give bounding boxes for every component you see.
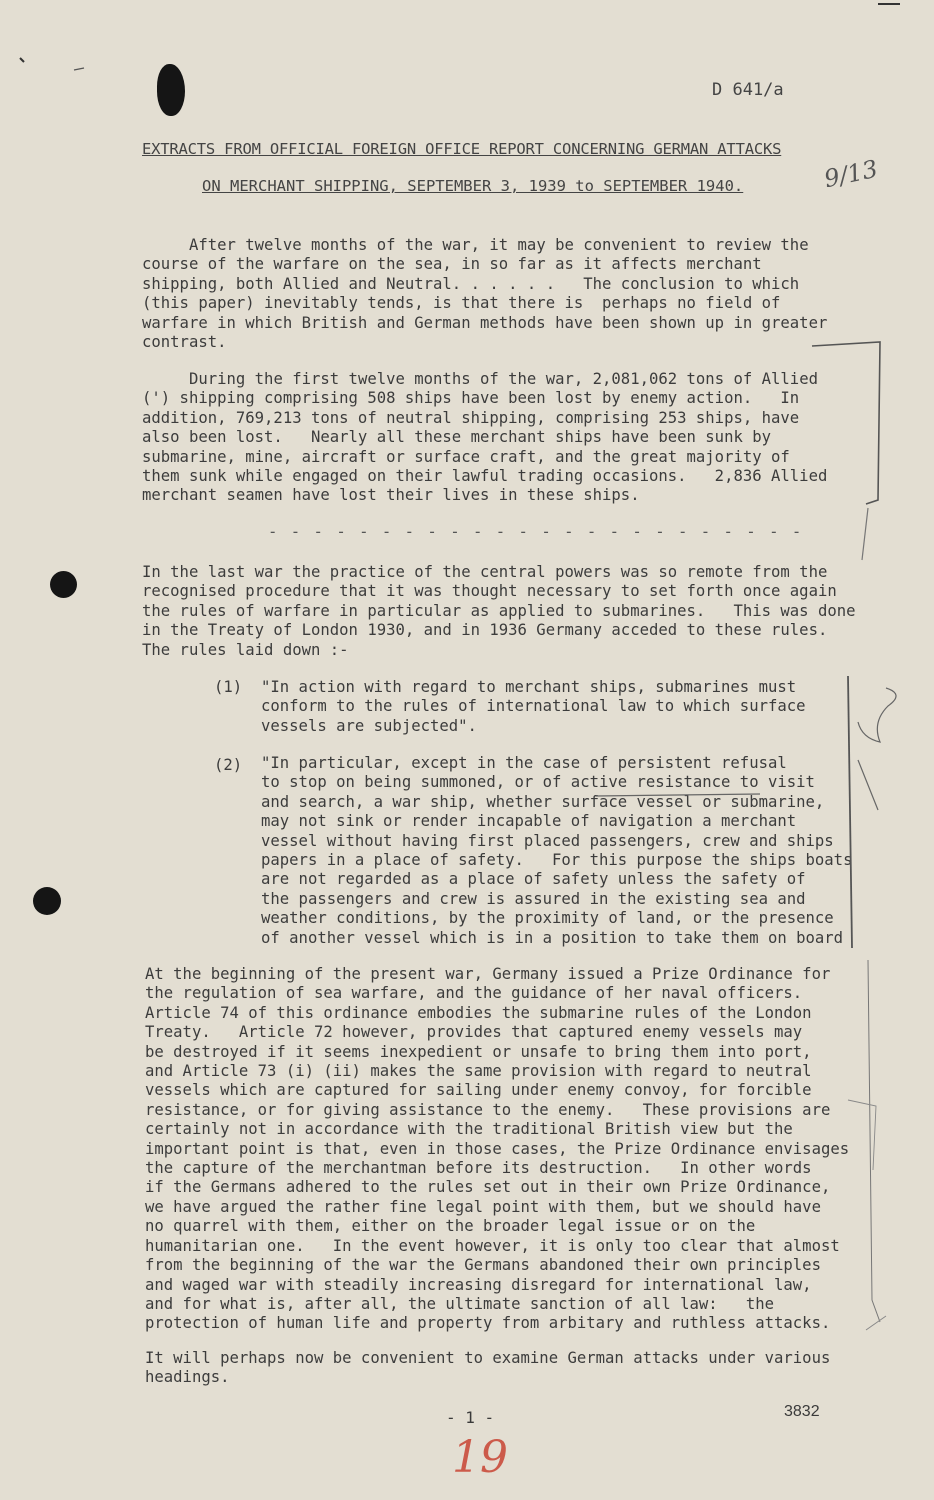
paragraph-5: It will perhaps now be convenient to examine German attacks under various headings.: [145, 1349, 831, 1387]
page-number: - 1 -: [446, 1408, 495, 1427]
rule-1-text: "In action with regard to merchant ships, submarines must conform to the rules of international law to which surface vessels are subjected".: [261, 678, 806, 735]
rule-1-number: (1): [214, 678, 243, 696]
section-divider: - - - - - - - - - - - - - - - - - - - - - - - -: [268, 523, 804, 541]
paragraph-1: After twelve months of the war, it may be convenient to review the course of the warfare on the sea, in so far as it affects merchant shipping, both Allied and Neutral. . . . . . The conclusion to which (this paper) inevitably tends, is that there is perhaps no field of warfare in which British and German methods have been shown up in greater contrast.: [142, 236, 828, 352]
rule-2-text: "In particular, except in the case of persistent refusal to stop on being summoned, or of active resistance to visit and search, a war ship, whether surface vessel or submarine, may not sink or render incapable of navigation a merchant vessel without having first placed passengers, crew and ships papers in a place of safety. For this purpose the ships boats are not regarded as a place of safety unless the safety of the passengers and crew is assured in the existing sea and weather conditions, by the proximity of land, or the presence of another vessel which is in a position to take them on board: [261, 754, 853, 947]
rule-2-number: (2): [214, 756, 243, 774]
document-reference: D 641/a: [712, 80, 784, 100]
document-number: 3832: [784, 1403, 820, 1420]
handwritten-folio-number: 19: [452, 1432, 508, 1483]
paragraph-4: At the beginning of the present war, Germany issued a Prize Ordinance for the regulation of sea warfare, and the guidance of her naval officers. Article 74 of this ordinance embodies the submarine rules of the London Treaty. Article 72 however, provides that captured enemy vessels may be destroyed if it seems inexpedient or unsafe to bring them into port, and Article 73 (i) (ii) makes the same provision with regard to neutral vessels which are captured for sailing under enemy convoy, for forcible resistance, or for giving assistance to the enemy. These provisions are certainly not in accordance with the traditional British view but the important point is that, even in those cases, the Prize Ordinance envisages the capture of the merchantman before its destruction. In other words if the Germans adhered to the rules set out in their own Prize Ordinance, we have argued the rather fine legal point with them, but we should have no quarrel with them, either on the broader legal issue or on the humanitarian one. In the event however, it is only too clear that almost from the beginning of the war the Germans abandoned their own principles and waged war with steadily increasing disregard for international law, and for what is, after all, the ultimate sanction of all law: the protection of human life and property from arbitary and ruthless attacks.: [145, 965, 850, 1333]
paragraph-2: During the first twelve months of the war, 2,081,062 tons of Allied (') shipping comprising 508 ships have been lost by enemy action. In addition, 769,213 tons of neutral shipping, comprising 253 ships, have also been lost. Nearly all these merchant ships have been sunk by submarine, mine, aircraft or surface craft, and the great majority of them sunk while engaged on their lawful trading occasions. 2,836 Allied merchant seamen have lost their lives in these ships.: [142, 370, 828, 505]
title-line-2: ON MERCHANT SHIPPING, SEPTEMBER 3, 1939 to SEPTEMBER 1940.: [202, 177, 744, 195]
title-line-1: EXTRACTS FROM OFFICIAL FOREIGN OFFICE REPORT CONCERNING GERMAN ATTACKS: [142, 140, 782, 158]
paragraph-3: In the last war the practice of the central powers was so remote from the recognised procedure that it was thought necessary to set forth once again the rules of warfare in particular as applied to submarines. This was done in the Treaty of London 1930, and in 1936 Germany acceded to these rules. The rules laid down :-: [142, 563, 856, 659]
handwritten-corner-note: 9/13: [821, 154, 881, 194]
